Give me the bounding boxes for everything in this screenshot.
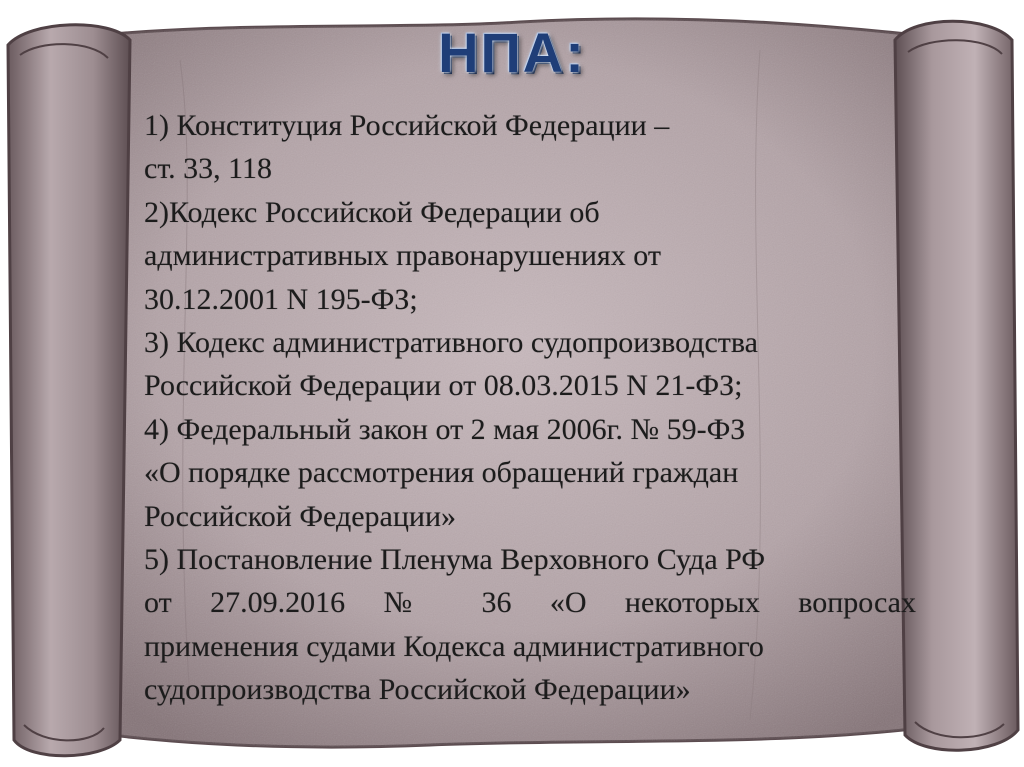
- text-line: 30.12.2001 N 195-ФЗ;: [144, 282, 418, 316]
- text-line: 2)Кодекс Российской Федерации об: [144, 195, 600, 229]
- legal-acts-list: [144, 104, 916, 712]
- text-line: 5) Постановление Пленума Верховного Суда РФ: [144, 543, 766, 577]
- text-line: от 27.09.2016 № 36 «О некоторых вопросах: [144, 586, 916, 620]
- text-line: применения судами Кодекса административного: [144, 629, 764, 663]
- text-line: 1) Конституция Российской Федерации –: [144, 109, 670, 142]
- text-line: 3) Кодекс административного судопроизводства: [144, 326, 758, 360]
- text-line: Российской Федерации от 08.03.2015 N 21-ФЗ;: [144, 369, 743, 403]
- slide-title: НПА:: [438, 21, 586, 84]
- text-line: Российской Федерации»: [144, 499, 457, 533]
- text-line: судопроизводства Российской Федерации»: [144, 673, 691, 707]
- text-line: 4) Федеральный закон от 2 мая 2006г. № 59-ФЗ: [144, 412, 746, 446]
- text-line: административных правонарушениях от: [144, 239, 661, 273]
- text-line: «О порядке рассмотрения обращений граждан: [144, 456, 739, 490]
- text-line: ст. 33, 118: [144, 152, 273, 186]
